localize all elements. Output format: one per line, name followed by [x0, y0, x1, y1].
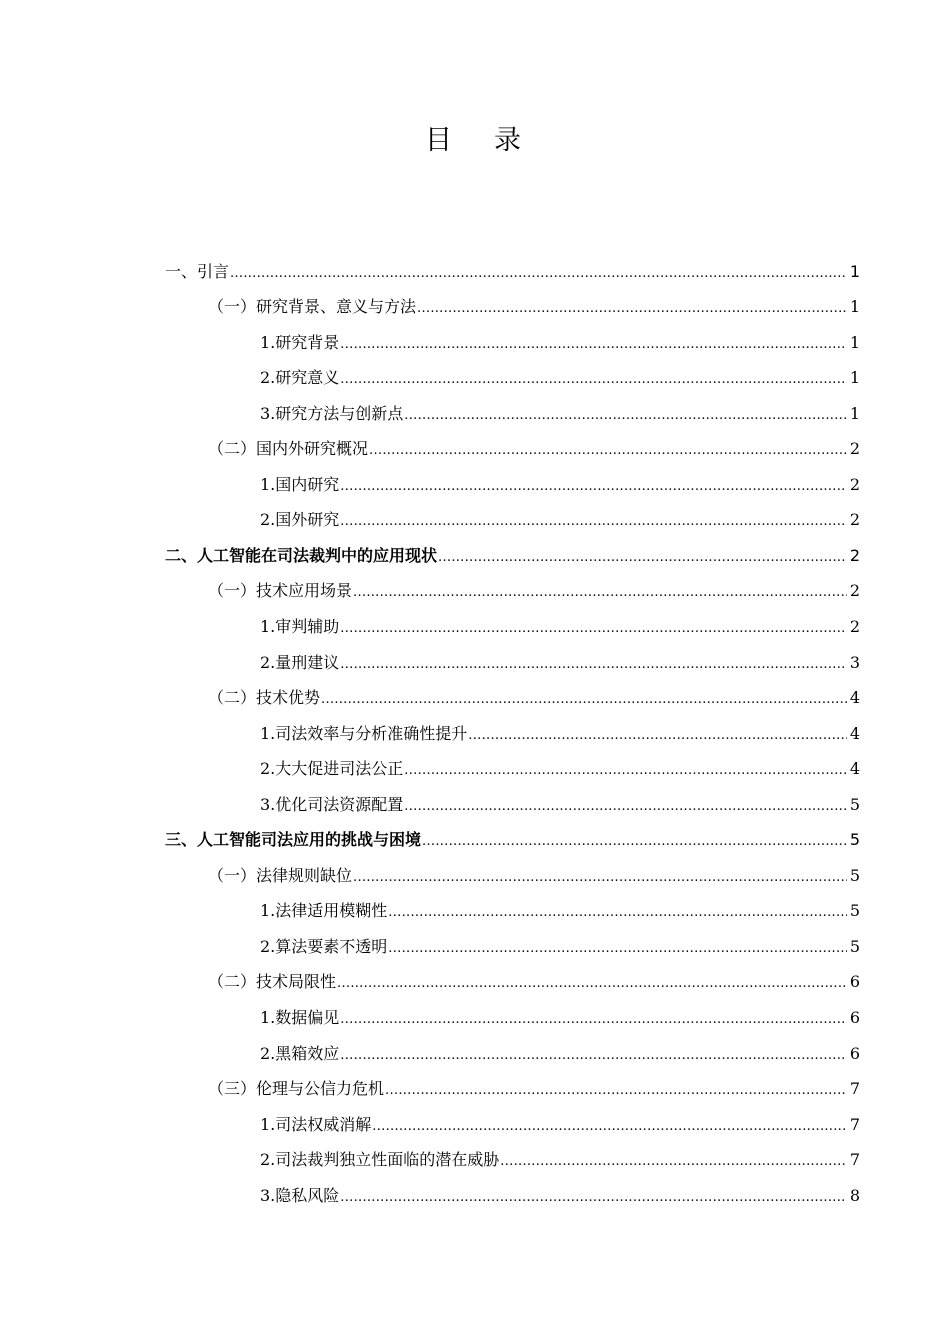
dot-leader: [353, 866, 847, 886]
toc-entry[interactable]: [260, 359, 860, 395]
toc-entry[interactable]: [208, 288, 860, 324]
toc-entry[interactable]: [208, 856, 860, 892]
toc-entry[interactable]: [260, 927, 860, 963]
dot-leader: [337, 972, 847, 992]
toc-entry[interactable]: [260, 501, 860, 537]
toc-entry-label: （二）技术优势: [208, 688, 321, 708]
dot-leader: [438, 546, 847, 566]
toc-entry[interactable]: [165, 536, 860, 572]
toc-entry[interactable]: [260, 714, 860, 750]
toc-page-number: 2: [849, 474, 860, 494]
toc-entry-label: （一）研究背景、意义与方法: [208, 297, 417, 317]
toc-page-number: 1: [849, 403, 860, 423]
toc-entry[interactable]: [260, 1105, 860, 1141]
dot-leader: [340, 475, 847, 495]
dot-leader: [388, 937, 847, 957]
toc-page-number: 5: [849, 830, 860, 850]
toc-page-number: 4: [849, 688, 860, 708]
toc-entry-label: （一）法律规则缺位: [208, 865, 353, 885]
dot-leader: [404, 759, 847, 779]
toc-entry-label: 2.大大促进司法公正: [260, 759, 404, 779]
toc-page-number: 6: [849, 972, 860, 992]
dot-leader: [388, 901, 847, 921]
toc-entry-label: 2.国外研究: [260, 510, 340, 530]
dot-leader: [340, 333, 847, 353]
dot-leader: [340, 1044, 847, 1064]
table-of-contents: [0, 252, 950, 1212]
toc-entry[interactable]: [208, 572, 860, 608]
toc-entry-label: 1.司法效率与分析准确性提升: [260, 723, 468, 743]
toc-page-number: 8: [849, 1185, 860, 1205]
toc-entry-label: 2.算法要素不透明: [260, 936, 388, 956]
toc-entry[interactable]: [208, 1070, 860, 1106]
dot-leader: [321, 688, 847, 708]
toc-entry[interactable]: [208, 430, 860, 466]
toc-entry-label: 2.司法裁判独立性面临的潜在威胁: [260, 1150, 500, 1170]
toc-page-number: 7: [849, 1079, 860, 1099]
toc-page-number: 2: [849, 510, 860, 530]
toc-entry-label: 3.隐私风险: [260, 1185, 340, 1205]
toc-page-number: 4: [849, 759, 860, 779]
dot-leader: [404, 795, 847, 815]
toc-entry[interactable]: [260, 394, 860, 430]
dot-leader: [340, 1008, 847, 1028]
toc-entry[interactable]: [165, 252, 860, 288]
toc-page-number: 7: [849, 1114, 860, 1134]
toc-page-number: 6: [849, 1043, 860, 1063]
toc-page-number: 5: [849, 936, 860, 956]
toc-page-number: 1: [849, 368, 860, 388]
dot-leader: [340, 1186, 847, 1206]
dot-leader: [372, 1115, 847, 1135]
dot-leader: [353, 581, 847, 601]
toc-entry[interactable]: [260, 1141, 860, 1177]
toc-entry-label: 1.法律适用模糊性: [260, 901, 388, 921]
toc-entry[interactable]: [260, 607, 860, 643]
dot-leader: [340, 653, 847, 673]
toc-page-number: 3: [849, 652, 860, 672]
toc-page-number: 4: [849, 723, 860, 743]
toc-entry-label: （二）技术局限性: [208, 972, 337, 992]
toc-entry[interactable]: [260, 998, 860, 1034]
toc-entry[interactable]: [260, 643, 860, 679]
toc-entry[interactable]: [260, 750, 860, 786]
toc-page-number: 1: [849, 297, 860, 317]
toc-entry-label: 一、引言: [165, 261, 230, 281]
dot-leader: [500, 1150, 847, 1170]
dot-leader: [230, 262, 847, 282]
dot-leader: [422, 830, 847, 850]
toc-entry[interactable]: [260, 323, 860, 359]
toc-page-number: 1: [849, 261, 860, 281]
dot-leader: [340, 510, 847, 530]
toc-entry-label: 1.审判辅助: [260, 617, 340, 637]
toc-page-number: 2: [849, 545, 860, 565]
dot-leader: [340, 617, 847, 637]
dot-leader: [417, 297, 847, 317]
toc-entry-label: 二、人工智能在司法裁判中的应用现状: [165, 545, 438, 565]
toc-page-number: 2: [849, 617, 860, 637]
toc-page-number: 2: [849, 581, 860, 601]
toc-page-number: 2: [849, 439, 860, 459]
toc-entry-label: 1.国内研究: [260, 474, 340, 494]
toc-page-number: 7: [849, 1150, 860, 1170]
toc-entry-label: 3.优化司法资源配置: [260, 794, 404, 814]
toc-entry-label: 三、人工智能司法应用的挑战与困境: [165, 830, 422, 850]
toc-entry-label: （一）技术应用场景: [208, 581, 353, 601]
toc-entry[interactable]: [260, 465, 860, 501]
toc-page-number: 5: [849, 865, 860, 885]
toc-entry-label: 2.量刑建议: [260, 652, 340, 672]
toc-title: 目录: [425, 125, 563, 156]
toc-page-number: 6: [849, 1008, 860, 1028]
toc-entry[interactable]: [260, 1034, 860, 1070]
dot-leader: [404, 404, 847, 424]
dot-leader: [385, 1079, 847, 1099]
dot-leader: [340, 368, 847, 388]
toc-entry-label: 1.数据偏见: [260, 1008, 340, 1028]
dot-leader: [468, 724, 847, 744]
dot-leader: [369, 439, 847, 459]
toc-page-number: 5: [849, 901, 860, 921]
toc-entry[interactable]: [260, 785, 860, 821]
toc-entry-label: 1.研究背景: [260, 332, 340, 352]
toc-entry-label: （二）国内外研究概况: [208, 439, 369, 459]
toc-entry-label: 2.黑箱效应: [260, 1043, 340, 1063]
toc-entry[interactable]: [208, 963, 860, 999]
toc-entry-label: 1.司法权威消解: [260, 1114, 372, 1134]
toc-entry[interactable]: [260, 1176, 860, 1212]
toc-page-number: 1: [849, 332, 860, 352]
toc-entry[interactable]: [260, 892, 860, 928]
toc-entry[interactable]: [165, 821, 860, 857]
toc-entry-label: 2.研究意义: [260, 368, 340, 388]
toc-entry-label: 3.研究方法与创新点: [260, 403, 404, 423]
toc-page-number: 5: [849, 794, 860, 814]
toc-entry[interactable]: [208, 679, 860, 715]
toc-entry-label: （三）伦理与公信力危机: [208, 1079, 385, 1099]
